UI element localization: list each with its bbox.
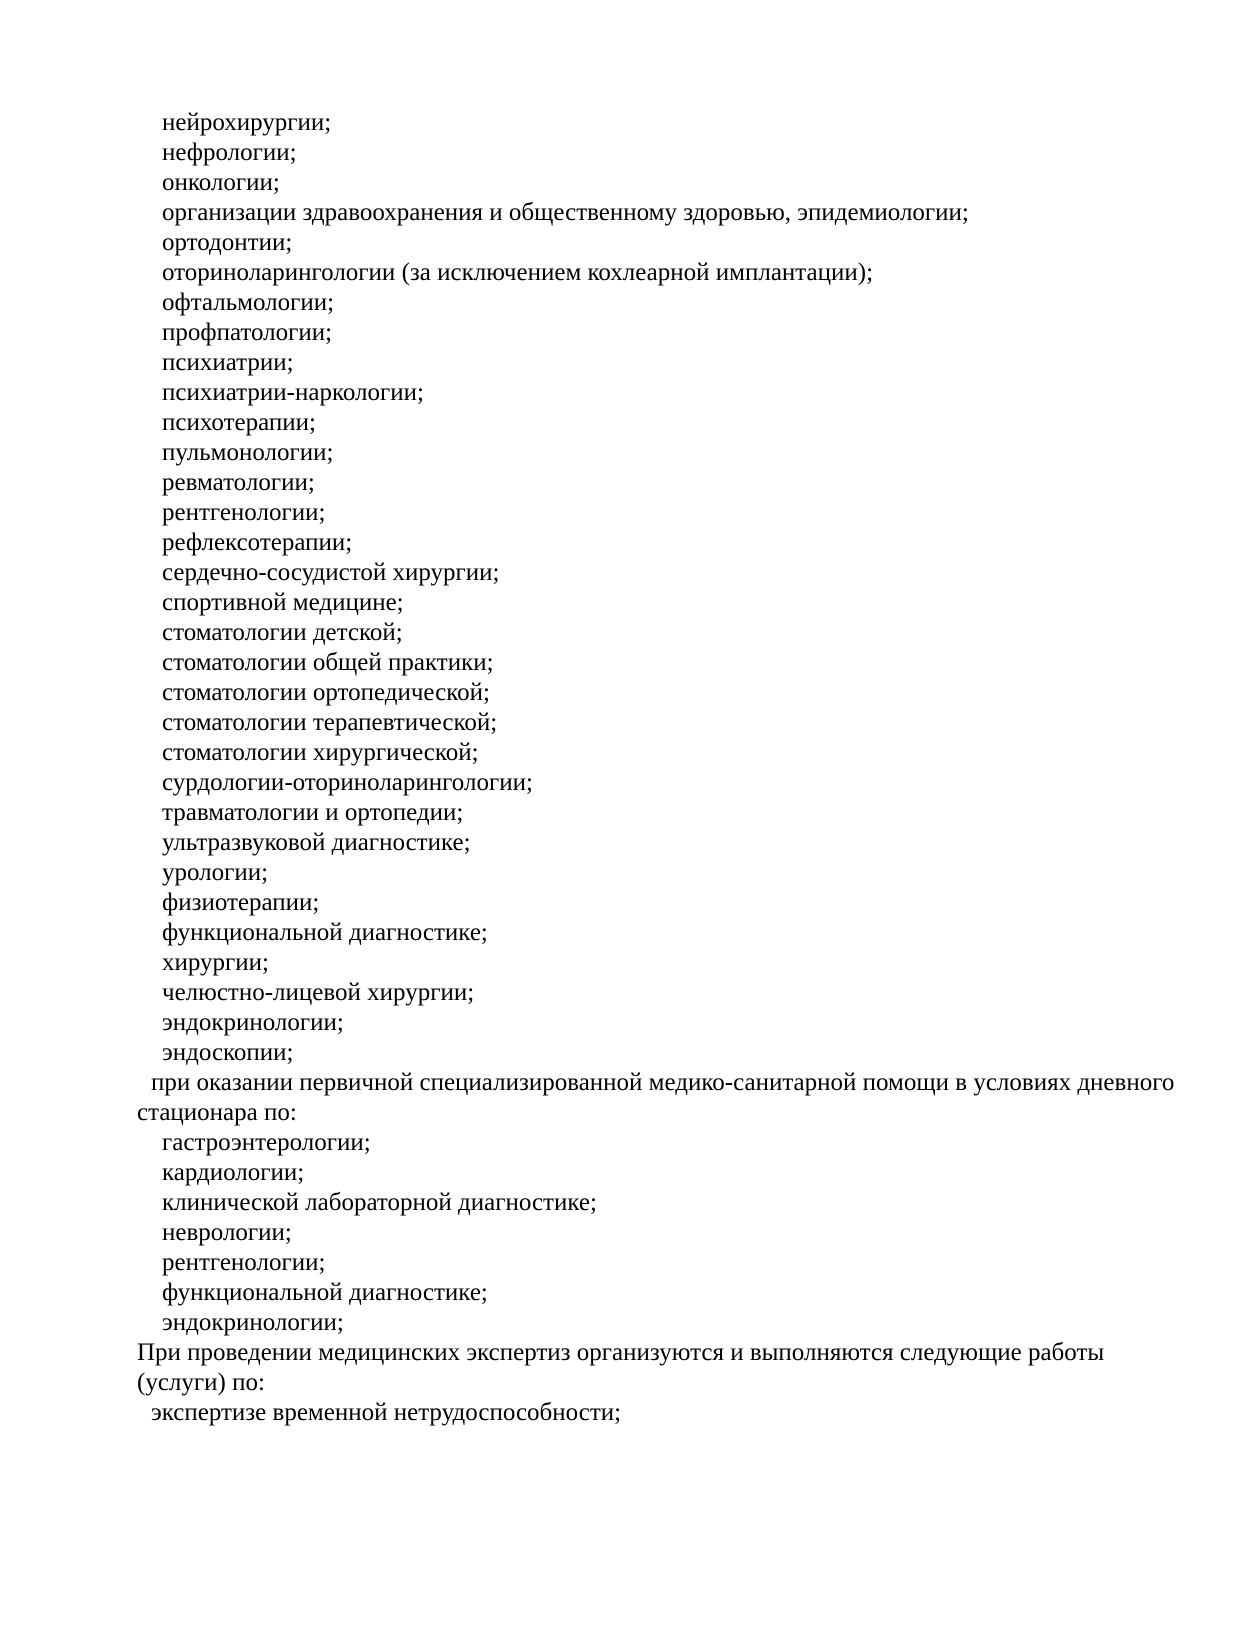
document-line: При проведении медицинских экспертиз организуются и выполняются следующие работы [137,1339,1105,1366]
document-line: стационара по: [137,1099,297,1126]
document-line: ортодонтии; [162,229,293,256]
document-line: рентгенологии; [162,499,326,526]
document-line: эндоскопии; [162,1039,294,1066]
document-line: гастроэнтерологии; [162,1129,371,1156]
document-line: стоматологии общей практики; [162,649,494,676]
document-line: сурдологии-оториноларингологии; [162,769,533,796]
document-line: травматологии и ортопедии; [162,799,464,826]
document-line: неврологии; [162,1219,292,1246]
document-line: нейрохирургии; [162,109,332,136]
document-line: рефлексотерапии; [162,529,353,556]
document-line: функциональной диагностике; [162,919,488,946]
document-line: хирургии; [162,949,270,976]
document-line: нефрологии; [162,139,297,166]
document-line: ревматологии; [162,469,315,496]
document-line: клинической лабораторной диагностике; [162,1189,597,1216]
document-line: ультразвуковой диагностике; [162,829,471,856]
document-line: урологии; [162,859,269,886]
document-line: психотерапии; [162,409,316,436]
document-line: эндокринологии; [162,1009,344,1036]
document-line: онкологии; [162,169,280,196]
document-line: челюстно-лицевой хирургии; [162,979,475,1006]
document-line: офтальмологии; [162,289,335,316]
document-line: стоматологии ортопедической; [162,679,490,706]
document-line: оториноларингологии (за исключением кохлеарной имплантации); [162,259,874,286]
document-line: при оказании первичной специализированной медико-санитарной помощи в условиях дневного [151,1069,1175,1096]
document-line: сердечно-сосудистой хирургии; [162,559,500,586]
document-line: организации здравоохранения и общественному здоровью, эпидемиологии; [162,199,969,226]
document-line: рентгенологии; [162,1249,326,1276]
document-body [137,108,1240,1428]
document-line: кардиологии; [162,1159,305,1186]
document-line: стоматологии терапевтической; [162,709,498,736]
document-line: стоматологии хирургической; [162,739,479,766]
document-line: физиотерапии; [162,889,320,916]
document-line: спортивной медицине; [162,589,404,616]
document-line: (услуги) по: [137,1369,265,1396]
document-line: психиатрии-наркологии; [162,379,424,406]
document-line: экспертизе временной нетрудоспособности; [151,1399,622,1426]
document-line: стоматологии детской; [162,619,403,646]
document-line: психиатрии; [162,349,294,376]
document-line: пульмонологии; [162,439,334,466]
document-line: профпатологии; [162,319,333,346]
document-line: функциональной диагностике; [162,1279,488,1306]
document-line: эндокринологии; [162,1309,344,1336]
